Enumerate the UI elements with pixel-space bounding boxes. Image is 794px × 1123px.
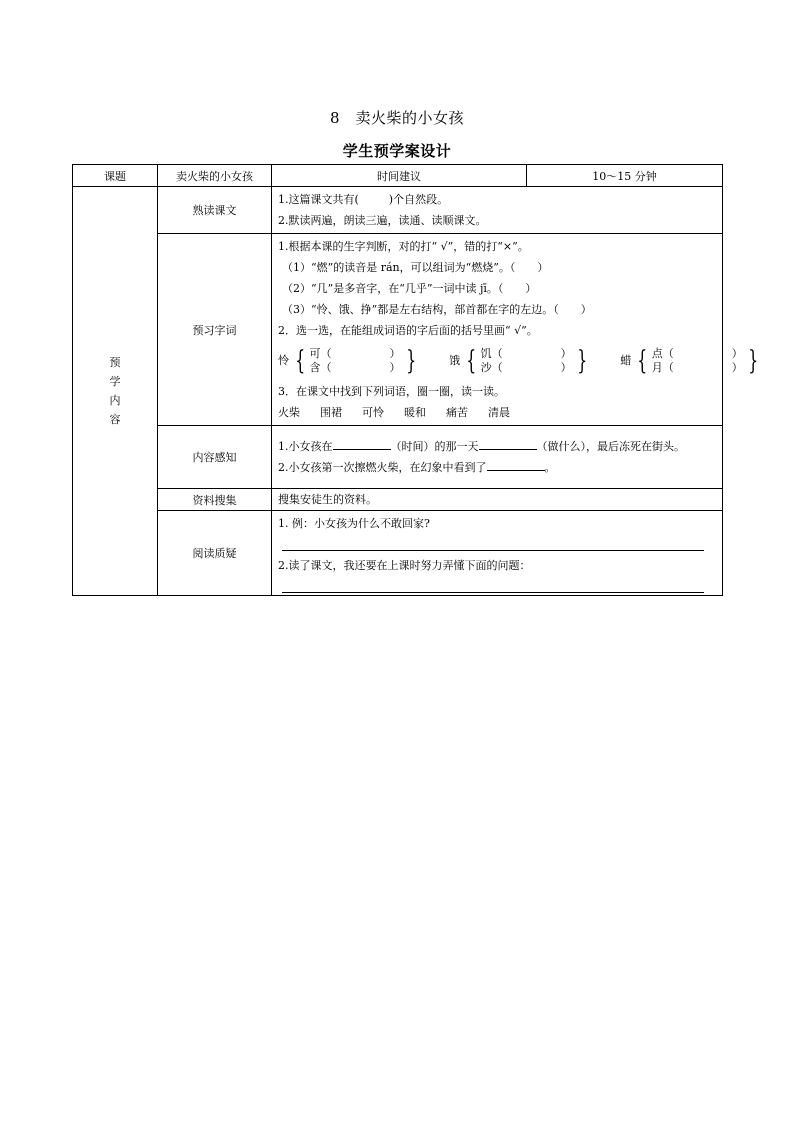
row-label-content: 内容感知: [158, 426, 272, 489]
left-brace-icon: {: [466, 346, 477, 376]
group-char: 蜡: [620, 354, 632, 367]
word-choice-group: [620, 347, 761, 375]
word-list: [278, 402, 716, 423]
word-item: 痛苦: [446, 406, 468, 419]
row-label-research: 资料搜集: [158, 489, 272, 511]
content-line-1: 1.小女孩在 （时间）的那一天 （做什么），最后冻死在街头。: [278, 436, 716, 457]
words-q1-item-1: （1）“燃”的读音是 rán，可以组词为“燃烧”。（ ）: [282, 261, 549, 274]
right-brace-icon: }: [748, 346, 758, 376]
study-plan-table: [72, 164, 758, 596]
word-item: 清晨: [488, 406, 510, 419]
reading-line-2: 2.默读两遍，朗读三遍，读通、读顺课文。: [278, 214, 487, 227]
header-time-label: 时间建议: [272, 165, 527, 187]
group-option: 点（ ）: [651, 347, 743, 360]
word-item: 火柴: [278, 406, 300, 419]
words-q3: 3．在课文中找到下列词语，圈一圈，读一读。: [278, 385, 505, 398]
section-label-char: 学: [109, 375, 121, 388]
words-q1: 1.根据本课的生字判断，对的打“ √”，错的打“×”。: [278, 240, 529, 253]
words-q1-item-2: （2）“几”是多音字，在“几乎”一词中读 jī。（ ）: [282, 282, 537, 295]
words-q2: 2．选一选，在能组成词语的字后面的括号里画“ √”。: [278, 324, 538, 337]
group-option: 可（ ）: [309, 347, 401, 360]
words-q1-item-3: （3）“怜、饿、挣”都是左右结构，部首都在字的左边。（ ）: [282, 303, 592, 316]
reading-content: [272, 187, 723, 234]
section-label-char: 内: [109, 394, 121, 407]
group-option: 月（ ）: [651, 361, 743, 374]
group-char: 怜: [278, 354, 289, 367]
content-perception: [272, 426, 723, 489]
blank-time: [333, 436, 391, 450]
word-choice-group: [449, 347, 590, 375]
reading-line-1-start: 1.这篇课文共有(: [278, 193, 359, 206]
table-header-row: [73, 165, 723, 187]
left-brace-icon: {: [637, 346, 648, 376]
group-option: 沙（ ）: [480, 361, 572, 374]
blank-vision: [487, 457, 545, 471]
questions-line-2: 2.读了课文，我还要在上课时努力弄懂下面的问题：: [278, 559, 531, 572]
header-topic-label: 课题: [73, 165, 158, 187]
group-option: 含（ ）: [309, 361, 401, 374]
section-label-char: 预: [109, 356, 121, 369]
answer-line-2: [282, 576, 704, 593]
row-reading: [73, 187, 723, 234]
section-label-preview: [73, 187, 158, 596]
reading-line-1-end: )个自然段。: [388, 193, 449, 206]
row-label-words: 预习字词: [158, 234, 272, 426]
header-topic-value: 卖火柴的小女孩: [158, 165, 272, 187]
row-label-questions: 阅读质疑: [158, 511, 272, 596]
section-label-char: 容: [109, 413, 121, 426]
blank-action: [479, 436, 537, 450]
group-option: 饥（ ）: [480, 347, 572, 360]
reading-line-1: [278, 189, 716, 210]
research-text: 搜集安徒生的资料。: [272, 489, 723, 511]
row-words: [73, 234, 723, 426]
questions-line-1: 1. 例：小女孩为什么不敢回家?: [278, 517, 430, 530]
row-research: [73, 489, 723, 511]
word-item: 可怜: [362, 406, 384, 419]
questions-content: [272, 511, 723, 596]
right-brace-icon: }: [576, 346, 587, 376]
word-choice-groups: [278, 341, 758, 381]
word-item: 围裙: [320, 406, 342, 419]
words-content: [272, 234, 758, 426]
content-line-2: 2.小女孩第一次擦燃火柴，在幻象中看到了 。: [278, 457, 716, 478]
row-content: [73, 426, 723, 489]
word-choice-group: [278, 347, 419, 375]
group-char: 饿: [449, 354, 461, 367]
left-brace-icon: {: [295, 346, 306, 376]
right-brace-icon: }: [405, 346, 416, 376]
answer-line-1: [282, 534, 704, 551]
word-item: 暖和: [404, 406, 426, 419]
page-title: 8 卖火柴的小女孩: [329, 109, 465, 127]
page-subtitle: 学生预学案设计: [342, 142, 452, 160]
row-label-reading: 熟读课文: [158, 187, 272, 234]
row-questions: [73, 511, 723, 596]
header-time-value: 10～15 分钟: [527, 165, 723, 187]
